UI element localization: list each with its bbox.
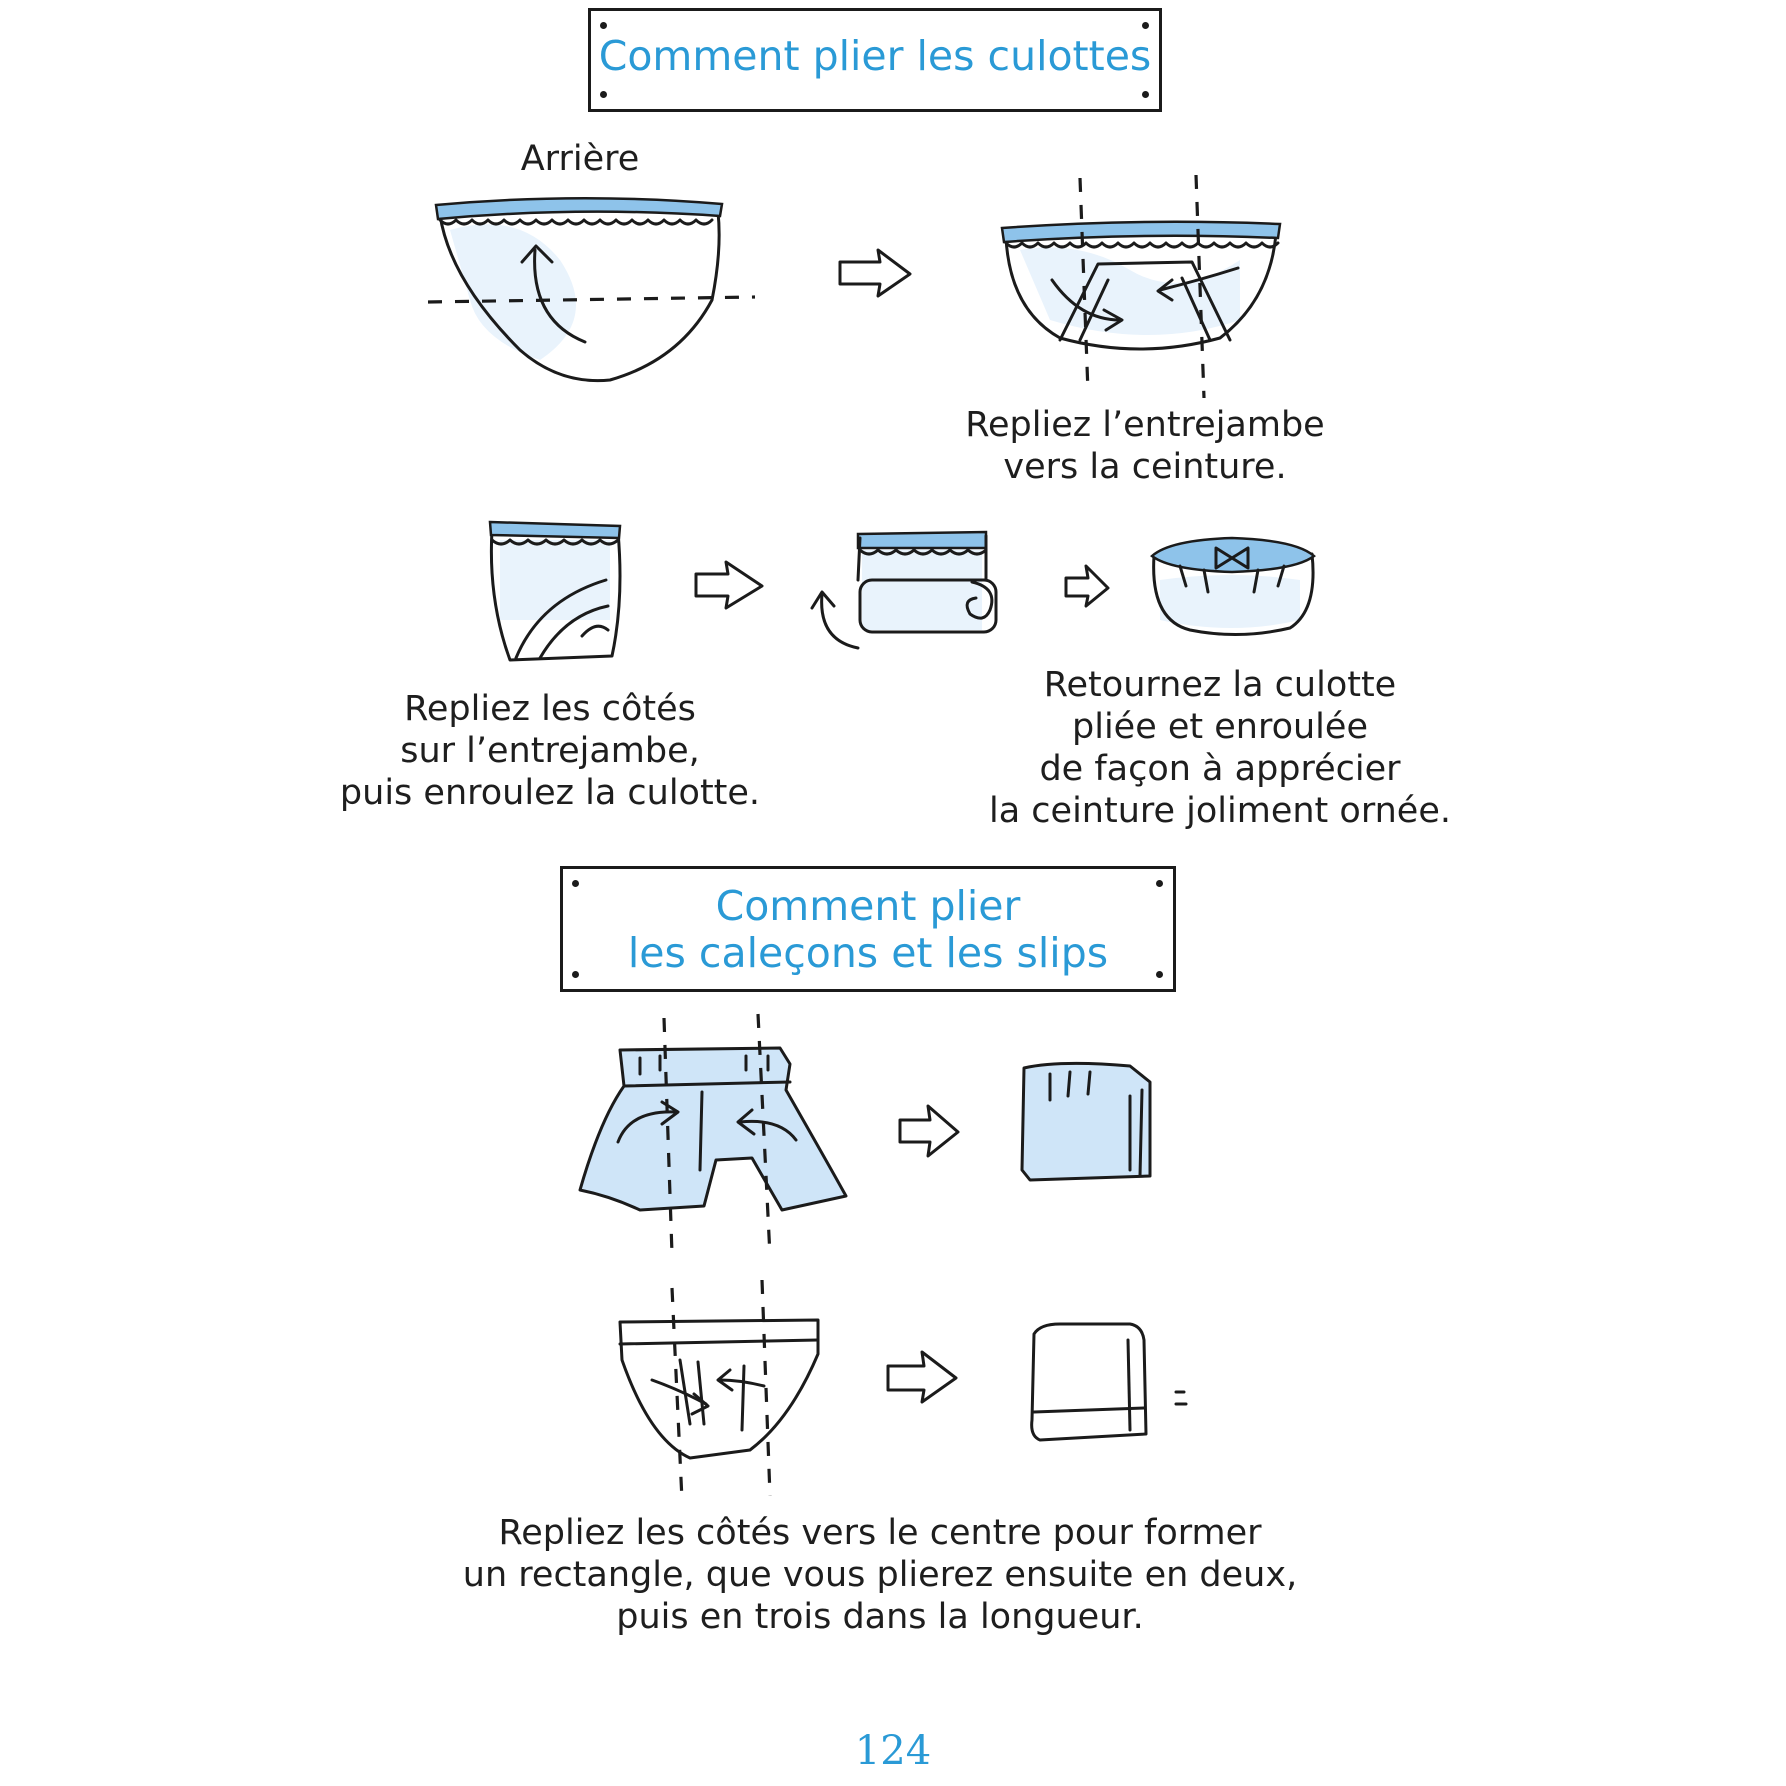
section-title-line2: les caleçons et les slips <box>627 929 1109 977</box>
briefs-illustration <box>620 1280 818 1500</box>
step-caption-turn-over: Retournez la culotte pliée et enroulée de façon à apprécier la ceinture joliment ornée. <box>989 665 1451 831</box>
page-number: 124 <box>854 1728 932 1774</box>
panties-back-illustration <box>428 198 755 380</box>
arrow-right-icon <box>840 250 910 296</box>
arrow-right-icon <box>696 562 762 608</box>
arrow-right-icon <box>888 1352 956 1402</box>
briefs-folded-illustration <box>1032 1324 1186 1440</box>
section-title: Comment plier les culottes <box>598 32 1152 80</box>
section-title-sign-culottes <box>588 8 1162 112</box>
boxers-illustration <box>580 1014 846 1256</box>
panties-finished-illustration <box>1152 538 1314 635</box>
panties-sides-folded-illustration <box>490 522 620 660</box>
label-back: Arrière <box>520 139 640 179</box>
step-caption-sides-fold: Repliez les côtés sur l’entrejambe, puis enroulez la culotte. <box>339 689 761 813</box>
step-caption-crotch-fold: Repliez l’entrejambe vers la ceinture. <box>965 405 1325 487</box>
arrow-right-icon <box>1066 566 1108 606</box>
boxers-folded-illustration <box>1022 1063 1150 1180</box>
step-caption-boxers-briefs: Repliez les côtés vers le centre pour former un rectangle, que vous plierez ensuite en deux, puis en trois dans la longueur. <box>462 1513 1298 1637</box>
section-title-line1: Comment plier <box>715 882 1021 930</box>
panties-rolled-illustration <box>812 532 996 648</box>
arrow-right-icon <box>900 1106 958 1156</box>
panties-crotch-folded-illustration <box>1002 175 1280 398</box>
section-title-sign-calecons <box>560 866 1176 992</box>
